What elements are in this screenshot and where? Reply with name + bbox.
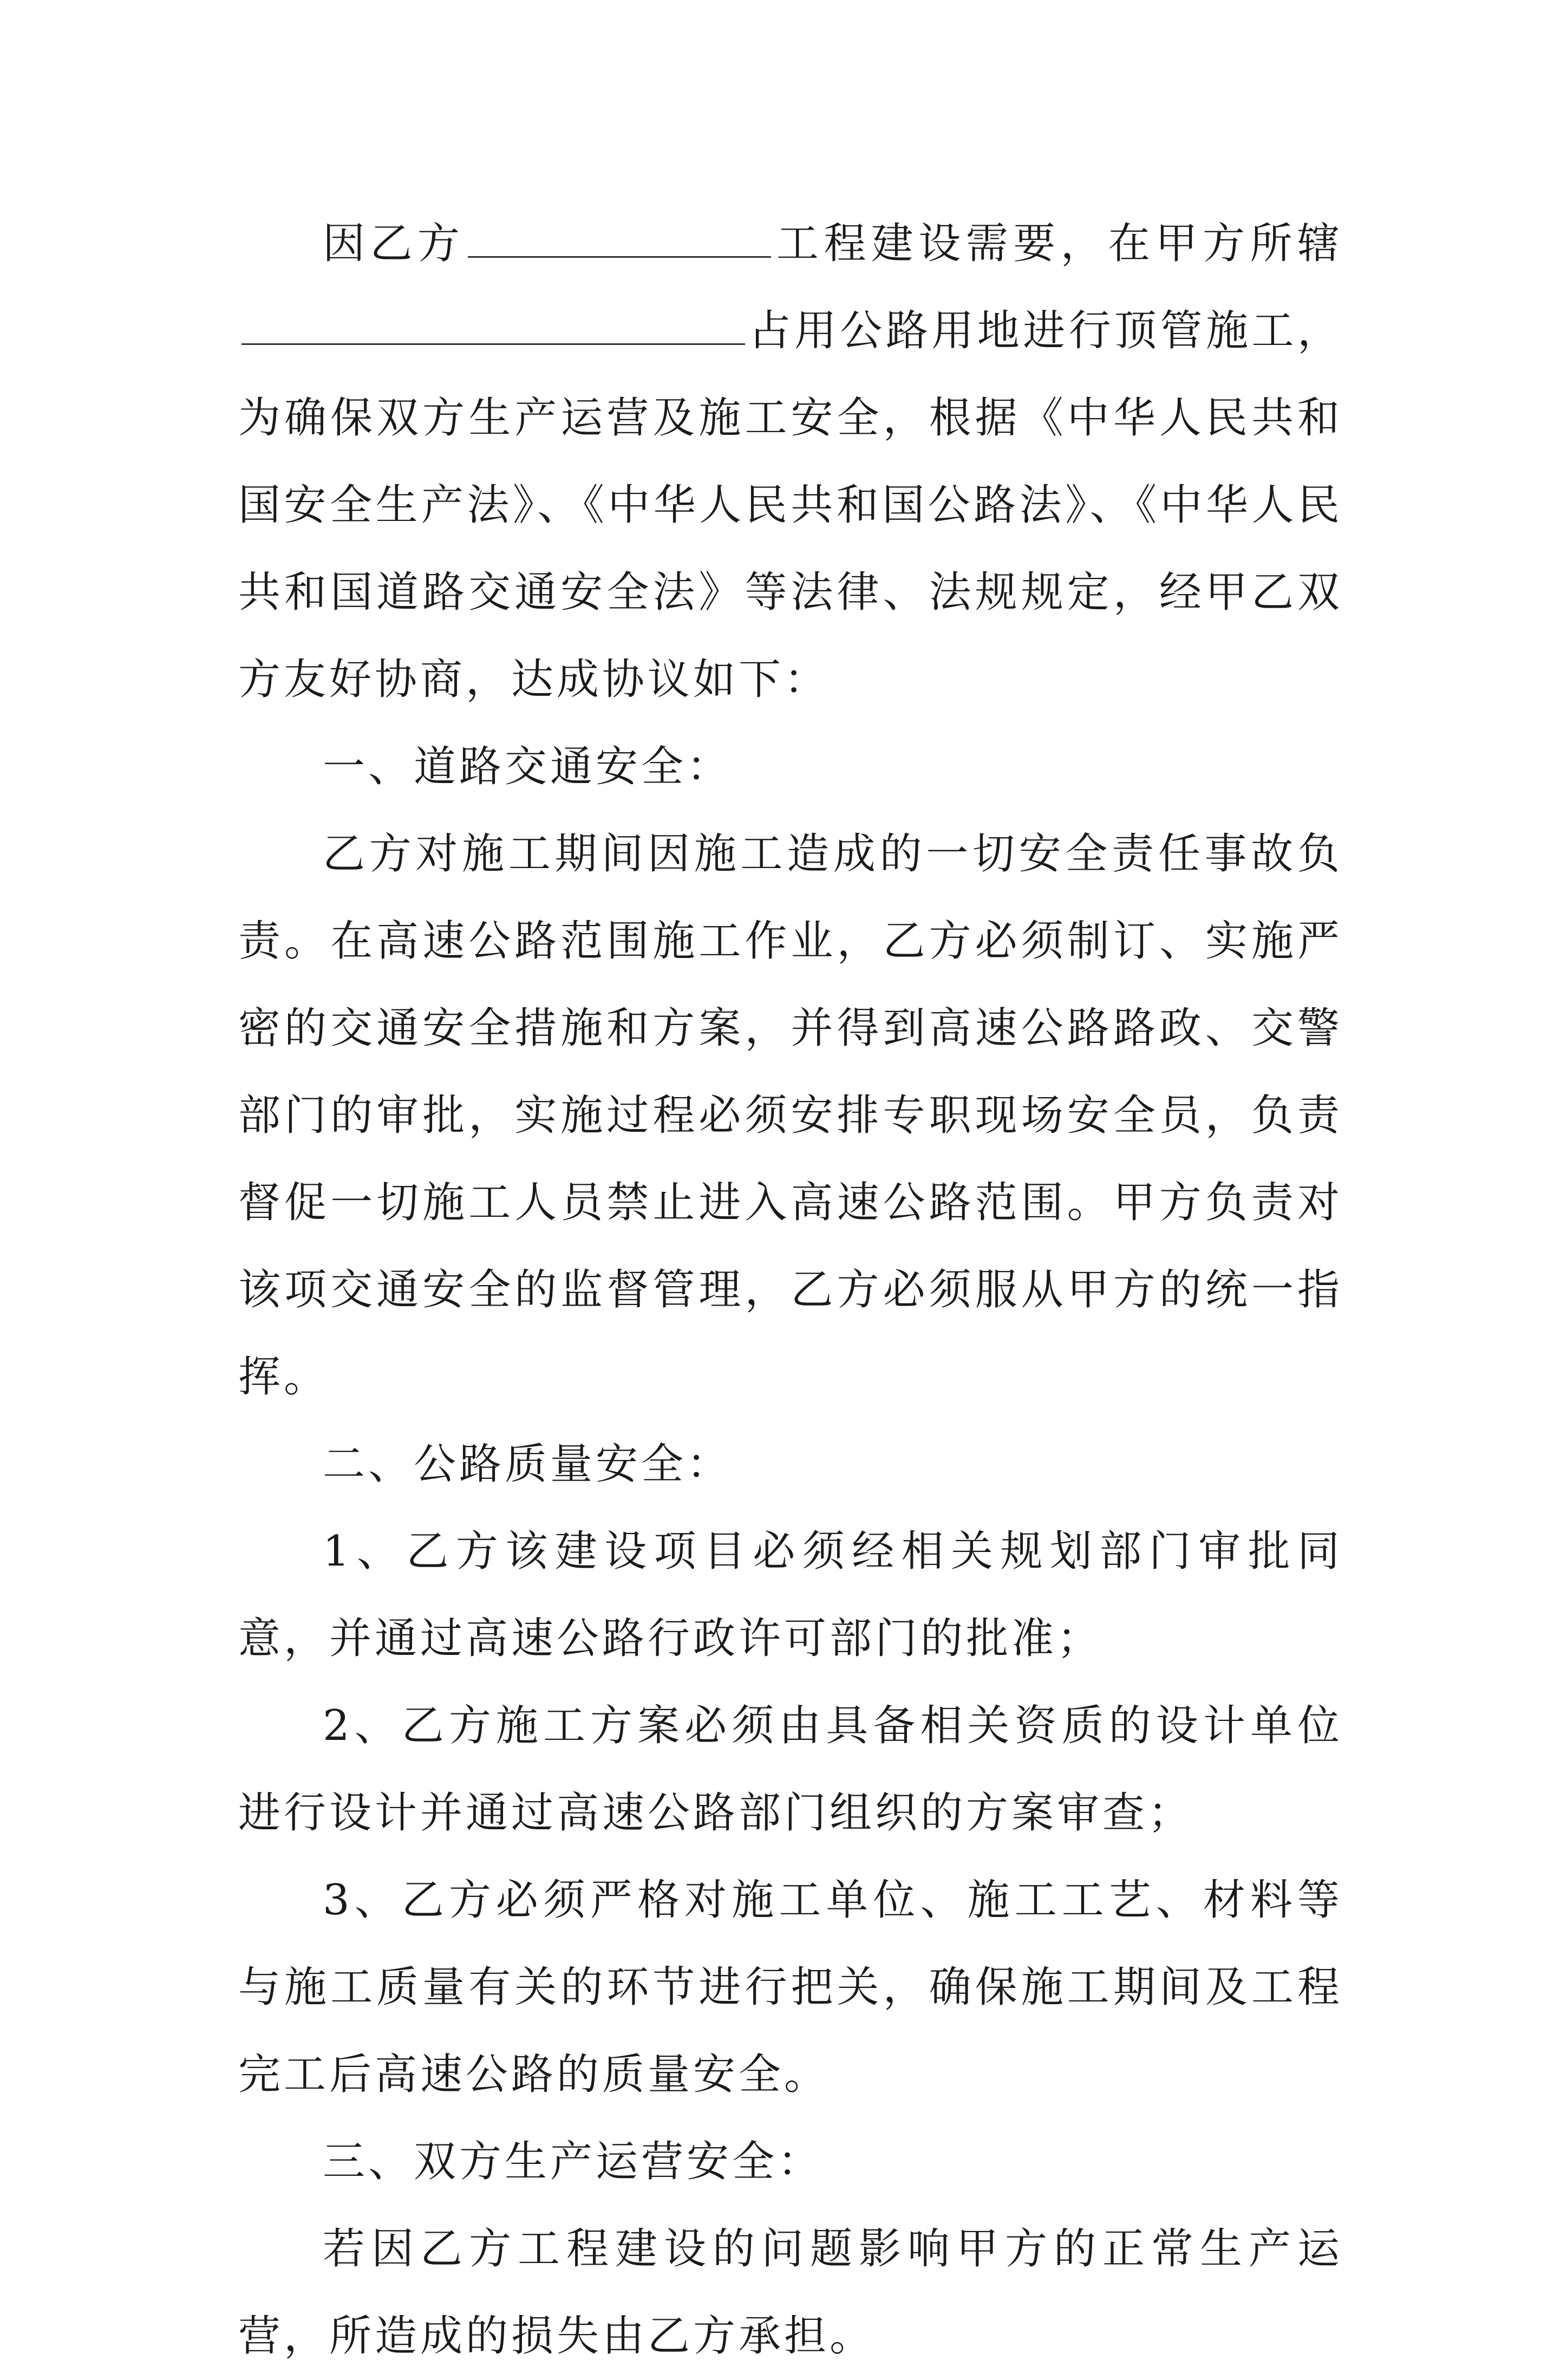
intro-paragraph	[238, 200, 1343, 723]
intro-text-part1: 因乙方	[323, 219, 465, 268]
section-2-paragraph-1: 1、乙方该建设项目必须经相关规划部门审批同意，并通过高速公路行政许可部门的批准；	[238, 1527, 1343, 1663]
section-1-paragraph-1: 乙方对施工期间因施工造成的一切安全责任事故负责。在高速公路范围施工作业，乙方必须制订、实施严密的交通安全措施和方案，并得到高速公路路政、交警部门的审批，实施过程必须安排专职现场安全员，负责督促一切施工人员禁止进入高速公路范围。甲方负责对该项交通安全的监督管理，乙方必须服从甲方的统一指挥。	[238, 830, 1343, 1401]
section-3-paragraph-1: 若因乙方工程建设的问题影响甲方的正常生产运营，所造成的损失由乙方承担。	[238, 2225, 1343, 2361]
project-name-blank	[468, 214, 771, 258]
section-2-paragraph-3: 3、乙方必须严格对施工单位、施工工艺、材料等与施工质量有关的环节进行把关，确保施工期间及工程完工后高速公路的质量安全。	[238, 1876, 1343, 2099]
location-blank	[241, 301, 745, 345]
intro-text-part3: 占用公路用地进行顶管施工，为确保双方生产运营及施工安全，根据《中华人民共和国安全生产法》、《中华人民共和国公路法》、《中华人民共和国道路交通安全法》等法律、法规规定，经甲乙双方友好协商，达成协议如下：	[238, 307, 1343, 704]
section-3-heading: 三、双方生产运营安全：	[323, 2137, 824, 2186]
section-2-paragraph-2: 2、乙方施工方案必须由具备相关资质的设计单位进行设计并通过高速公路部门组织的方案审查；	[238, 1701, 1343, 1837]
section-2-heading: 二、公路质量安全：	[323, 1440, 733, 1489]
intro-text-part2: 工程建设需要，在甲方所辖	[774, 219, 1343, 268]
document-body	[238, 200, 1343, 2380]
section-1-heading: 一、道路交通安全：	[323, 742, 733, 791]
